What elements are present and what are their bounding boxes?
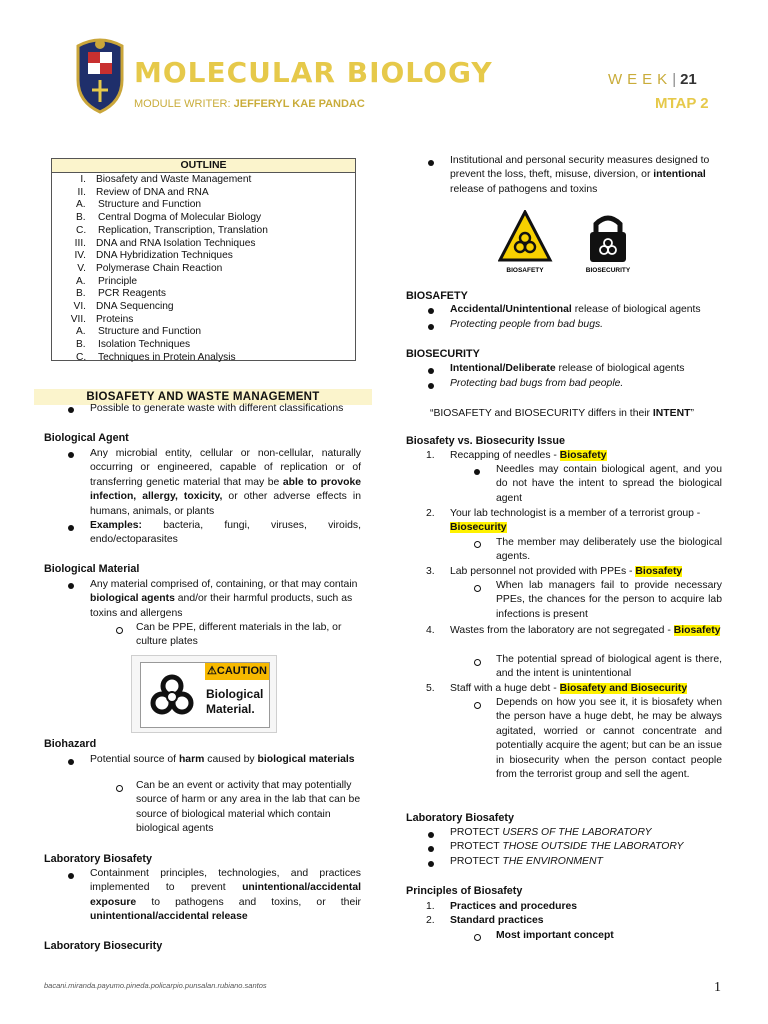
- sub-bullet: [474, 934, 481, 941]
- biosecurity-point-1: Intentional/Deliberate release of biological agents: [450, 363, 685, 374]
- outline-item-label: Principle: [98, 275, 138, 287]
- biological-agent-definition: Any microbial entity, cellular or non-cellular, naturally occurring or engineered, capable of replication or of transferring genetic material that may be able to provoke infection, allergy, toxicity, or other adverse effects in humans, animals, or plants: [90, 448, 362, 517]
- outline-item-number: II.: [77, 186, 86, 198]
- biosecurity-lock-icon: [590, 218, 626, 262]
- protect-item: PROTECT USERS OF THE LABORATORY: [450, 827, 652, 838]
- outline-item-label: PCR Reagents: [98, 288, 166, 300]
- outline-item-label: Structure and Function: [98, 199, 202, 211]
- outline-item-number: B.: [76, 212, 86, 224]
- biosafety-sign-label: BIOSAFETY: [506, 267, 544, 274]
- outline-item-number: III.: [74, 237, 86, 249]
- bullet: [68, 525, 74, 531]
- caution-sign-panel: [140, 662, 270, 728]
- biosafety-heading: BIOSAFETY: [406, 290, 468, 302]
- outline-item-label: Review of DNA and RNA: [96, 186, 209, 198]
- issue-note: The potential spread of biological agent is there, and the intent is unintentional: [496, 654, 722, 680]
- issue-note: When lab managers fail to provide necessary PPEs, the chances for the person to acquire lab infections is present: [496, 580, 722, 620]
- bullet: [428, 846, 434, 852]
- bullet: [428, 861, 434, 867]
- outline-item-number: C.: [76, 224, 87, 236]
- bullet: [68, 452, 74, 458]
- outline-item-label: Biosafety and Waste Management: [96, 174, 252, 185]
- intro-text: Possible to generate waste with different classifications: [90, 403, 344, 414]
- module-writer: [134, 98, 365, 110]
- protect-item: PROTECT THOSE OUTSIDE THE LABORATORY: [450, 841, 684, 852]
- outline-item-number: B.: [76, 339, 86, 351]
- issue-item: Staff with a huge debt - Biosafety and Biosecurity: [450, 683, 688, 694]
- outline-item-number: VII.: [70, 313, 86, 325]
- issue-tag: Biosafety: [673, 625, 721, 636]
- outline-item-number: C.: [76, 351, 87, 363]
- issue-tag: Biosafety: [635, 566, 683, 577]
- biological-agent-heading: Biological Agent: [44, 432, 129, 444]
- biological-agent-examples: Examples: bacteria, fungi, viruses, viroids, endo/ectoparasites: [90, 520, 361, 546]
- bullet: [68, 407, 74, 413]
- outline-item-label: Central Dogma of Molecular Biology: [98, 212, 262, 224]
- outline-item: [76, 199, 201, 211]
- outline-item: [54, 250, 233, 262]
- outline-item: [54, 263, 222, 275]
- biosafety-point-2: Protecting people from bad bugs.: [450, 319, 604, 330]
- issue-tag: Biosafety: [559, 450, 607, 461]
- sub-bullet: [116, 785, 123, 792]
- sub-bullet: [474, 585, 481, 592]
- week-indicator: [608, 71, 697, 88]
- outline-item-label: DNA Sequencing: [96, 301, 174, 312]
- outline-item: [54, 314, 133, 326]
- biohazard-note: Can be an event or activity that may potentially source of harm or any area in the lab that can be source of biological material which contain biological agents: [136, 780, 361, 835]
- issue-tag: Biosafety and Biosecurity: [559, 683, 688, 694]
- issue-item: Lab personnel not provided with PPEs - Biosafety: [450, 566, 683, 577]
- outline-item: [76, 212, 261, 224]
- biosecurity-heading: BIOSECURITY: [406, 348, 480, 360]
- issue-number: 5.: [426, 683, 435, 694]
- principle-number: 1.: [426, 901, 435, 912]
- outline-item-label: Structure and Function: [98, 326, 202, 338]
- biohazard-icon: [147, 671, 197, 721]
- outline-item: [54, 174, 251, 186]
- outline-item-number: A.: [76, 326, 86, 338]
- outline-item-label: DNA and RNA Isolation Techniques: [96, 237, 256, 249]
- outline-item-number: I.: [80, 174, 86, 185]
- week-divider: |: [672, 71, 677, 88]
- issue-note: Needles may contain biological agent, and you do not have the intent to spread the biological agent: [496, 464, 722, 504]
- footer-names: bacani.miranda.payumo.pineda.policarpio.punsalan.rubiano.santos: [44, 981, 267, 990]
- bullet: [68, 873, 74, 879]
- principles-heading: Principles of Biosafety: [406, 885, 523, 897]
- biosecurity-sign-label: BIOSECURITY: [585, 267, 631, 274]
- sub-bullet: [474, 541, 481, 548]
- page-number: 1: [714, 980, 721, 995]
- outline-item: [76, 225, 268, 237]
- week-label: WEEK: [608, 71, 673, 88]
- protect-item: PROTECT THE ENVIRONMENT: [450, 856, 603, 867]
- week-number: 21: [680, 71, 697, 88]
- biological-material-heading: Biological Material: [44, 563, 140, 575]
- outline-item: [54, 238, 256, 250]
- outline-item-number: VI.: [73, 301, 86, 312]
- outline-item: [76, 326, 201, 338]
- intent-quote: “BIOSAFETY and BIOSECURITY differs in their INTENT”: [430, 408, 694, 419]
- outline-item-number: A.: [76, 199, 86, 211]
- issue-note: The member may deliberately use the biological agents.: [496, 537, 722, 563]
- bullet: [68, 759, 74, 765]
- issue-heading: Biosafety vs. Biosecurity Issue: [406, 435, 566, 447]
- sub-bullet: [474, 702, 481, 709]
- writer-name: JEFFERYL KAE PANDAC: [233, 98, 365, 110]
- outline-item-number: IV.: [74, 250, 86, 262]
- issue-number: 3.: [426, 566, 435, 577]
- outline-item-number: V.: [77, 262, 86, 274]
- laboratory-biosecurity-heading: Laboratory Biosecurity: [44, 940, 163, 952]
- outline-item-label: Isolation Techniques: [98, 339, 191, 351]
- outline-item-number: A.: [76, 275, 86, 287]
- issue-number: 2.: [426, 508, 435, 519]
- issue-item: Wastes from the laboratory are not segregated - Biosafety: [450, 625, 721, 636]
- sub-bullet: [116, 627, 123, 634]
- biosafety-point-1: Accidental/Unintentional release of biological agents: [450, 304, 701, 315]
- sign-text: Biological Material.: [206, 687, 264, 716]
- issue-item: Recapping of needles - Biosafety: [450, 450, 607, 461]
- outline-item: [76, 288, 166, 300]
- principle-number: 2.: [426, 915, 435, 926]
- section-title: BIOSAFETY AND WASTE MANAGEMENT: [34, 389, 372, 405]
- biosafety-sign: [500, 212, 550, 260]
- laboratory-biosafety-heading-right: Laboratory Biosafety: [406, 812, 514, 824]
- laboratory-biosafety-heading: Laboratory Biosafety: [44, 853, 152, 865]
- sub-bullet: [474, 659, 481, 666]
- issue-note: Depends on how you see it, it is biosafety when the person have a huge debt, he may be always agitated, worried or cannot concentrate and potentially acquire the agent; but can be an issue in biosecurity when the person contact people from the terrorist group and sell the agent.: [496, 697, 722, 781]
- bullet: [68, 583, 74, 589]
- biosecurity-definition: Institutional and personal security measures designed to prevent the loss, theft, misuse, diversion, or intentional release of pathogens and toxins: [450, 155, 710, 195]
- issue-number: 4.: [426, 625, 435, 636]
- outline-item-number: B.: [76, 288, 86, 300]
- outline-item: [76, 339, 190, 351]
- bullet: [428, 324, 434, 330]
- biological-material-definition: Any material comprised of, containing, or that may contain biological agents and/or their harmful products, such as toxins and allergens: [90, 579, 358, 619]
- issue-item: Your lab technologist is a member of a terrorist group - Biosecurity: [450, 508, 701, 534]
- document-title: MOLECULAR BIOLOGY: [134, 56, 493, 89]
- outline-item: [54, 187, 209, 199]
- biosecurity-point-2: Protecting bad bugs from bad people.: [450, 378, 624, 389]
- outline-item: [76, 352, 236, 364]
- outline-item-label: Proteins: [96, 313, 134, 325]
- bullet: [428, 368, 434, 374]
- principle-note: Most important concept: [496, 930, 614, 941]
- outline-item: [76, 276, 137, 288]
- bullet: [428, 832, 434, 838]
- principle-item: Practices and procedures: [450, 901, 578, 912]
- biosafety-biosecurity-signs: [498, 210, 640, 276]
- biohazard-heading: Biohazard: [44, 738, 97, 750]
- outline-title: OUTLINE: [52, 159, 355, 173]
- caution-label: ⚠CAUTION: [205, 663, 269, 680]
- outline-item-label: DNA Hybridization Techniques: [96, 250, 233, 262]
- issue-tag: Biosecurity: [450, 522, 507, 534]
- course-code: MTAP 2: [655, 95, 709, 112]
- bullet: [474, 469, 480, 475]
- bullet: [428, 308, 434, 314]
- biological-material-note: Can be PPE, different materials in the lab, or culture plates: [136, 622, 342, 648]
- bullet: [428, 160, 434, 166]
- outline-item-label: Polymerase Chain Reaction: [96, 262, 223, 274]
- school-crest-logo: [70, 36, 130, 116]
- bullet: [428, 383, 434, 389]
- issue-number: 1.: [426, 450, 435, 461]
- writer-label: MODULE WRITER:: [134, 98, 231, 110]
- outline-item: [54, 301, 174, 313]
- principle-item: Standard practices: [450, 915, 544, 926]
- laboratory-biosafety-definition: Containment principles, technologies, and practices implemented to prevent unintentional/accidental exposure to pathogens and toxins, or their unintentional/accidental release: [90, 868, 361, 923]
- outline-item-label: Replication, Transcription, Translation: [98, 224, 268, 236]
- caution-biological-material-sign: [131, 655, 277, 733]
- biohazard-definition: Potential source of harm caused by biological materials: [90, 754, 355, 765]
- outline-item-label: Techniques in Protein Analysis: [98, 351, 236, 363]
